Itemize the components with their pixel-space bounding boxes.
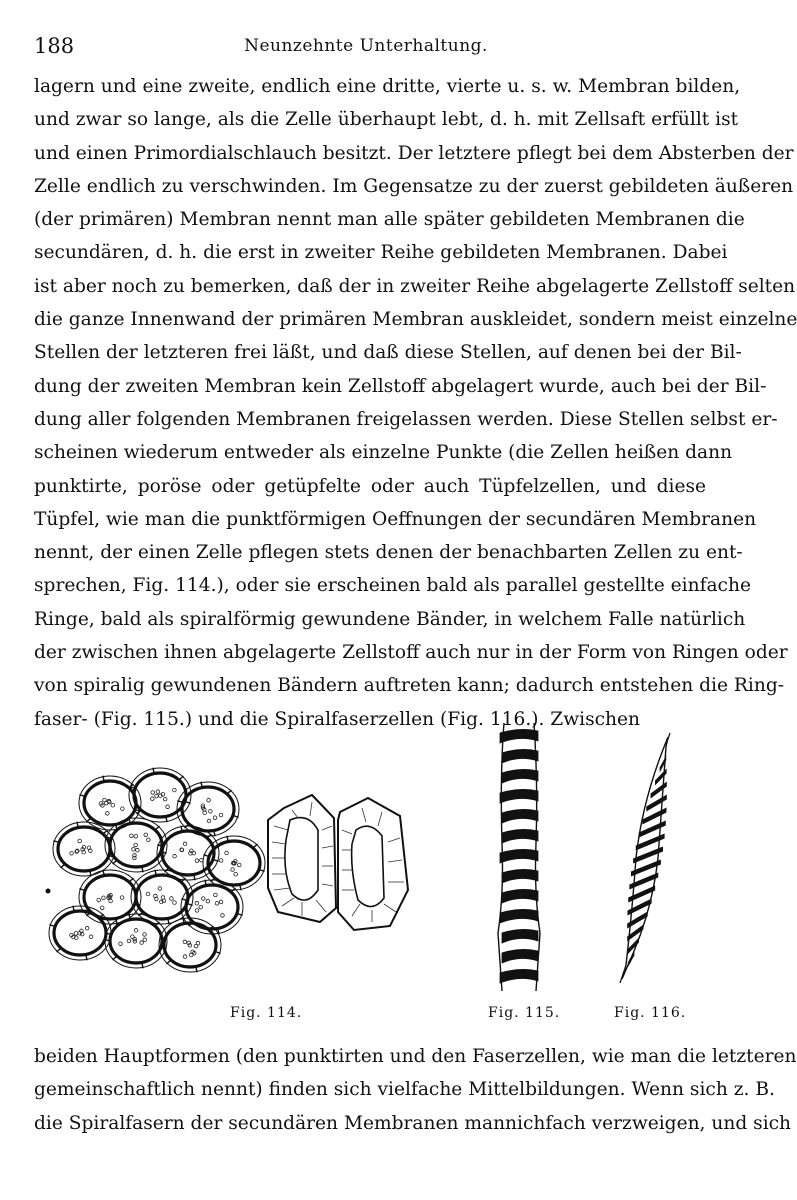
body-text-top bbox=[34, 70, 797, 736]
text-line: und zwar so lange, als die Zelle überhaupt lebt, d. h. mit Zellsaft erfüllt ist bbox=[34, 109, 739, 131]
fig-115-ring-fibre-cell bbox=[490, 723, 550, 993]
text-line: dung aller folgenden Membranen freigelassen werden. Diese Stellen selbst er- bbox=[34, 408, 778, 430]
text-line: sprechen, Fig. 114.), oder sie erscheinen bald als parallel gestellte einfache bbox=[34, 575, 751, 597]
text-line: lagern und eine zweite, endlich eine dritte, vierte u. s. w. Membran bilden, bbox=[34, 76, 741, 97]
text-line: punktirte, poröse oder getüpfelte oder auch Tüpfelzellen, und diese bbox=[34, 475, 706, 497]
text-line: dung der zweiten Membran kein Zellstoff abgelagert wurde, auch bei der Bil- bbox=[34, 375, 767, 397]
text-line: nennt, der einen Zelle pflegen stets denen der benachbarten Zellen zu ent- bbox=[34, 542, 743, 564]
text-line: die Spiralfasern der secundären Membranen mannichfach verzweigen, und sich bbox=[34, 1112, 792, 1134]
text-line: Tüpfel, wie man die punktförmigen Oeffnungen der secundären Membranen bbox=[34, 508, 757, 530]
text-line: Zelle endlich zu verschwinden. Im Gegensatze zu der zuerst gebildeten äußeren bbox=[34, 175, 794, 197]
text-line: faser- (Fig. 115.) und die Spiralfaserzellen (Fig. 116.). Zwischen bbox=[34, 708, 640, 730]
text-line: beiden Hauptformen (den punktirten und den Faserzellen, wie man die letzteren bbox=[34, 1046, 797, 1067]
running-title: Neunzehnte Unterhaltung. bbox=[244, 36, 488, 56]
fig-114-pitted-cells bbox=[262, 790, 422, 935]
fig-116-caption: Fig. 116. bbox=[614, 1005, 687, 1021]
text-line: die ganze Innenwand der primären Membran auskleidet, sondern meist einzelne bbox=[34, 309, 797, 331]
body-text-bottom bbox=[34, 1040, 797, 1140]
fig-114-pitted-tissue bbox=[40, 773, 240, 953]
fig-115-caption: Fig. 115. bbox=[488, 1005, 561, 1021]
text-line: der zwischen ihnen abgelagerte Zellstoff auch nur in der Form von Ringen oder bbox=[34, 642, 788, 664]
text-line: von spiralig gewundenen Bändern auftreten kann; dadurch entstehen die Ring- bbox=[34, 675, 785, 697]
text-line: secundären, d. h. die erst in zweiter Reihe gebildeten Membranen. Dabei bbox=[34, 242, 728, 264]
figures-area bbox=[0, 705, 732, 1035]
page-header bbox=[34, 34, 698, 62]
page-number: 188 bbox=[34, 34, 75, 58]
text-line: (der primären) Membran nennt man alle später gebildeten Membranen die bbox=[34, 209, 745, 231]
text-line: gemeinschaftlich nennt) finden sich vielfache Mittelbildungen. Wenn sich z. B. bbox=[34, 1079, 775, 1101]
text-line: und einen Primordialschlauch besitzt. Der letztere pflegt bei dem Absterben der bbox=[34, 142, 794, 164]
fig-114-caption: Fig. 114. bbox=[230, 1005, 303, 1021]
text-line: ist aber noch zu bemerken, daß der in zweiter Reihe abgelagerte Zellstoff selten bbox=[34, 275, 796, 297]
text-line: scheinen wiederum entweder als einzelne Punkte (die Zellen heißen dann bbox=[34, 442, 733, 464]
fig-116-spiral-fibre-cell bbox=[612, 733, 682, 983]
text-line: Ringe, bald als spiralförmig gewundene Bänder, in welchem Falle natürlich bbox=[34, 608, 746, 630]
text-line: Stellen der letzteren frei läßt, und daß diese Stellen, auf denen bei der Bil- bbox=[34, 342, 742, 364]
